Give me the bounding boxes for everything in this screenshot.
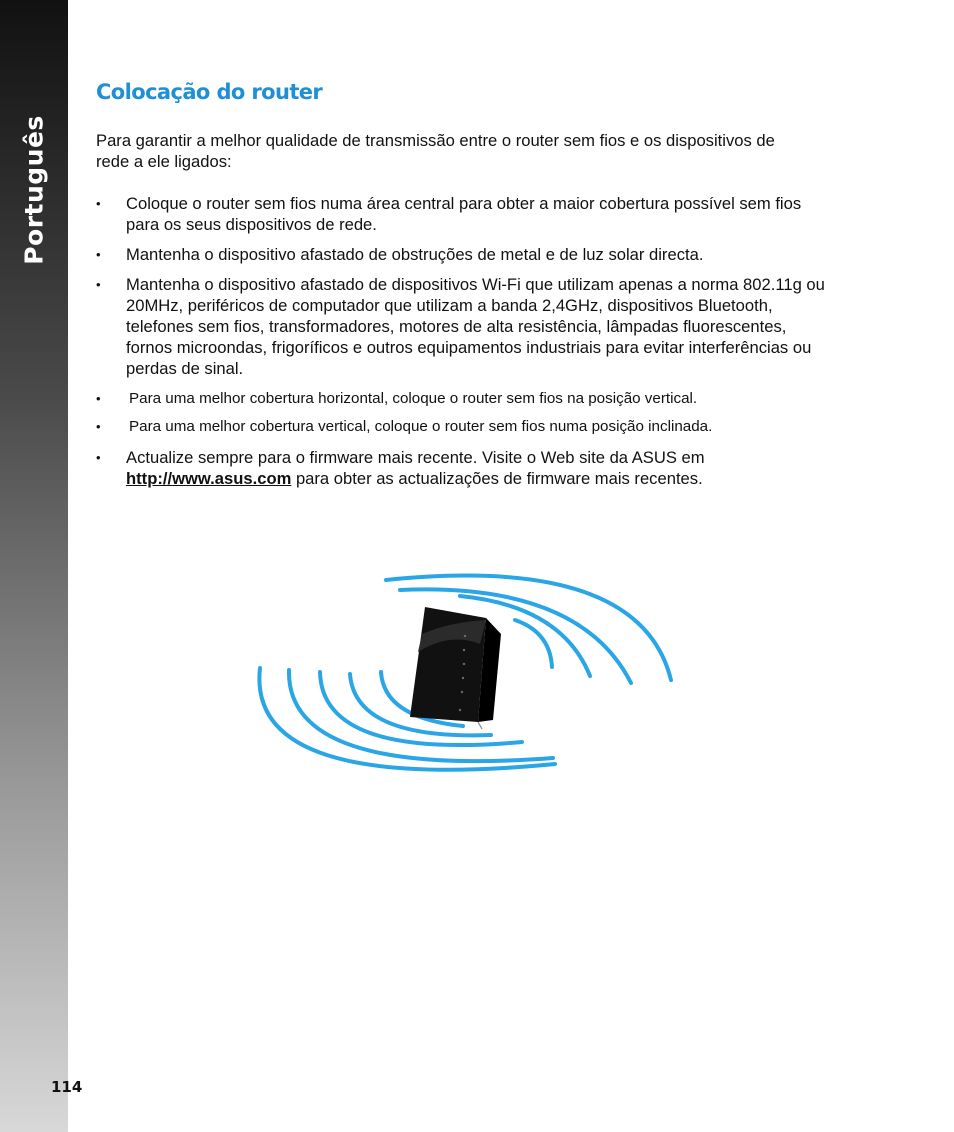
led-icon xyxy=(461,691,463,693)
asus-website-link[interactable]: http://www.asus.com xyxy=(126,469,292,488)
router-edge-line xyxy=(478,722,482,729)
router-device xyxy=(410,607,501,729)
firmware-text-after: para obter as actualizações de firmware mais recentes. xyxy=(291,469,703,488)
section-title: Colocação do router xyxy=(96,80,323,104)
led-icon xyxy=(463,663,465,665)
intro-paragraph: Para garantir a melhor qualidade de transmissão entre o router sem fios e os dispositivos de rede a ele ligados: xyxy=(96,131,775,171)
firmware-text-before: Actualize sempre para o firmware mais recente. Visite o Web site da ASUS em xyxy=(126,448,705,467)
list-item: • Para uma melhor cobertura horizontal, coloque o router sem fios na posição vertical. xyxy=(96,388,836,409)
led-icon xyxy=(463,649,465,651)
led-icon xyxy=(462,677,464,679)
wave-left-5 xyxy=(259,668,555,770)
wave-right-1 xyxy=(515,620,552,667)
led-icon xyxy=(464,635,466,637)
language-side-tab xyxy=(0,0,68,1132)
list-item: • Para uma melhor cobertura vertical, coloque o router sem fios numa posição inclinada. xyxy=(96,416,836,437)
list-item-firmware xyxy=(96,447,836,489)
language-label: Português xyxy=(19,115,49,265)
router-placement-illustration xyxy=(250,572,690,782)
list-item: • Mantenha o dispositivo afastado de dispositivos Wi-Fi que utilizam apenas a norma 802.11g ou 20MHz, periféricos de computador que utilizam a banda 2,4GHz, dispositivos Bluetooth, telefones sem fios, transformadores, motores de alta resistência, lâmpadas fluorescentes, fornos microondas, frigoríficos e outros equipamentos industriais para evitar interferências ou perdas de sinal. xyxy=(96,274,836,379)
led-icon xyxy=(459,709,461,711)
list-item: • Coloque o router sem fios numa área central para obter a maior cobertura possível sem fios para os seus dispositivos de rede. xyxy=(96,193,836,235)
placement-tips-list xyxy=(96,193,836,489)
signal-waves-left xyxy=(259,668,555,770)
page-number: 114 xyxy=(51,1078,83,1096)
list-item: • Mantenha o dispositivo afastado de obstruções de metal e de luz solar directa. xyxy=(96,244,836,265)
